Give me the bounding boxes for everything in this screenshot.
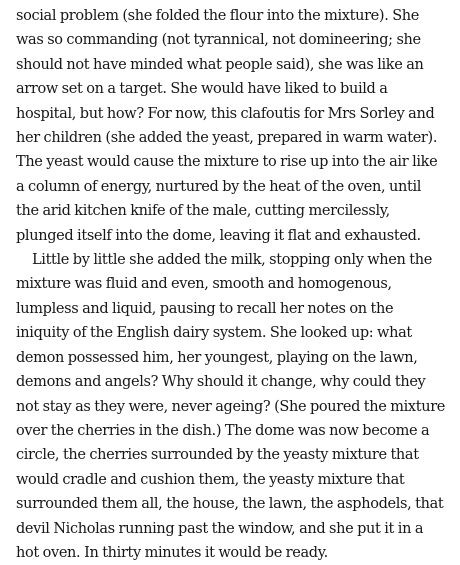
text-line: the arid kitchen knife of the male, cutting mercilessly, — [16, 203, 390, 220]
text-line: circle, the cherries surrounded by the yeasty mixture that — [16, 447, 419, 464]
text-line: The yeast would cause the mixture to rise up into the air like — [16, 154, 438, 171]
paragraph-1 — [16, 4, 456, 248]
text-line: her children (she added the yeast, prepared in warm water). — [16, 130, 438, 147]
text-line: would cradle and cushion them, the yeasty mixture that — [16, 471, 405, 488]
paragraph-2 — [16, 248, 456, 565]
text-line: devil Nicholas running past the window, and she put it in a — [16, 520, 424, 537]
text-line: demon possessed him, her youngest, playing on the lawn, — [16, 349, 418, 366]
text-line: mixture was fluid and even, smooth and homogenous, — [16, 276, 392, 293]
text-line: was so commanding (not tyrannical, not domineering; she — [16, 32, 421, 49]
text-line: hot oven. In thirty minutes it would be ready. — [16, 544, 328, 561]
text-line: a column of energy, nurtured by the heat of the oven, until — [16, 178, 422, 195]
text-line: surrounded them all, the house, the lawn, the asphodels, that — [16, 496, 444, 513]
text-line: lumpless and liquid, pausing to recall her notes on the — [16, 300, 394, 317]
text-line: demons and angels? Why should it change, why could they — [16, 374, 426, 391]
text-line-indented: Little by little she added the milk, stopping only when the — [32, 252, 432, 269]
text-line: arrow set on a target. She would have liked to build a — [16, 81, 388, 98]
text-line: over the cherries in the dish.) The dome was now become a — [16, 422, 430, 439]
text-line: plunged itself into the dome, leaving it flat and exhausted. — [16, 227, 421, 244]
text-line: should not have minded what people said), she was like an — [16, 56, 424, 73]
text-line: not stay as they were, never ageing? (She poured the mixture — [16, 398, 446, 415]
text-line: hospital, but how? For now, this clafoutis for Mrs Sorley and — [16, 105, 435, 122]
text-line: iniquity of the English dairy system. She looked up: what — [16, 325, 412, 342]
text-line: social problem (she folded the flour into the mixture). She — [16, 8, 420, 24]
